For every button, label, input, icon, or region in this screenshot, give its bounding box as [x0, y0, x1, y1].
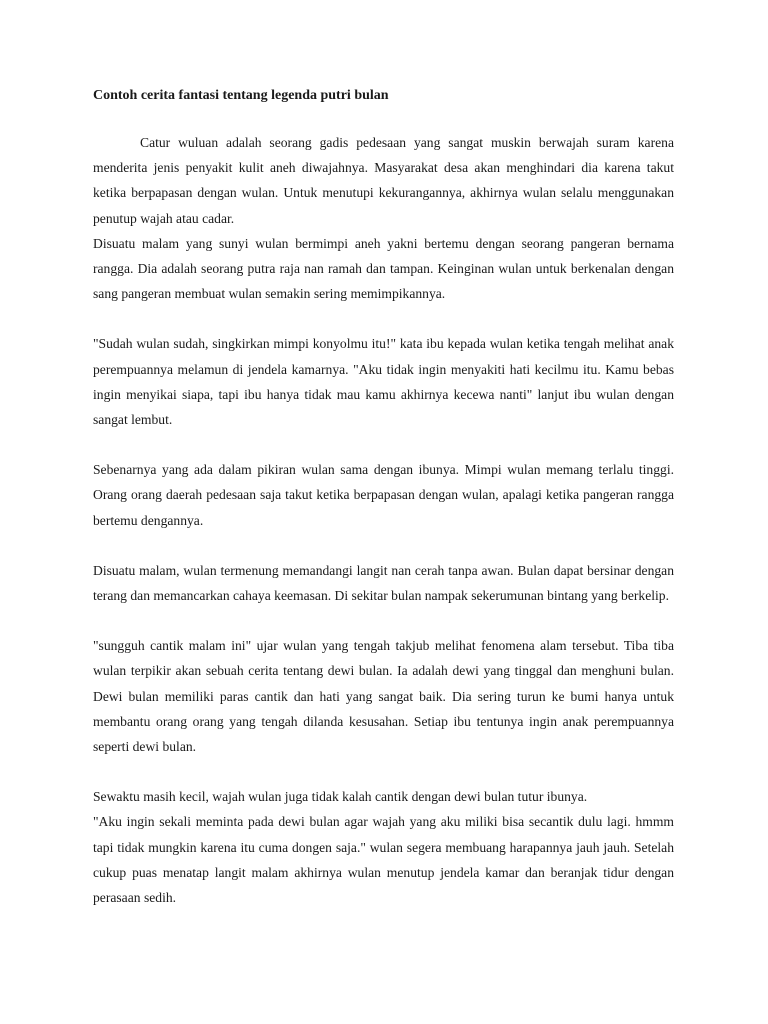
paragraph-3: "Sudah wulan sudah, singkirkan mimpi konyolmu itu!" kata ibu kepada wulan ketika tengah melihat anak perempuannya melamun di jendela kamarnya. "Aku tidak ingin menyakiti hati kecilmu itu. Kamu bebas ingin menyikai siapa, tapi ibu hanya tidak mau kamu akhirnya kecewa nanti" lanjut ibu wulan dengan sangat lembut. [93, 336, 674, 428]
paragraph-2: Disuatu malam yang sunyi wulan bermimpi aneh yakni bertemu dengan seorang pangeran bernama rangga. Dia adalah seorang putra raja nan ramah dan tampan. Keinginan wulan untuk berkenalan dengan sang pangeran membuat wulan semakin sering memimpikannya. [93, 235, 674, 302]
paragraph-4: Sebenarnya yang ada dalam pikiran wulan sama dengan ibunya. Mimpi wulan memang terlalu tinggi. Orang orang daerah pedesaan saja takut ketika berpapasan dengan wulan, apalagi ketika pangeran rangga bertemu dengannya. [93, 462, 674, 528]
document-title: Contoh cerita fantasi tentang legenda putri bulan [93, 88, 389, 103]
paragraph-6: "sungguh cantik malam ini" ujar wulan yang tengah takjub melihat fenomena alam tersebut. Tiba tiba wulan terpikir akan sebuah cerita tentang dewi bulan. Ia adalah dewi yang tinggal dan menghuni bulan. Dewi bulan memiliki paras cantik dan hati yang sangat baik. Dia sering turun ke bumi hanya untuk membantu orang orang yang tengah dilanda kesusahan. Setiap ibu tentunya ingin anak perempuannya seperti dewi bulan. [93, 638, 674, 755]
document-page [93, 86, 674, 910]
paragraph-1: Catur wuluan adalah seorang gadis pedesaan yang sangat muskin berwajah suram karena menderita jenis penyakit kulit aneh diwajahnya. Masyarakat desa akan menghindari dia karena takut ketika berpapasan dengan wulan. Untuk menutupi kekurangannya, akhirnya wulan selalu menggunakan penutup wajah atau cadar. [93, 135, 674, 226]
paragraph-8: "Aku ingin sekali meminta pada dewi bulan agar wajah yang aku miliki bisa secantik dulu lagi. hmmm tapi tidak mungkin karena itu cuma dongen saja." wulan segera membuang harapannya jauh jauh. Setelah cukup puas menatap langit malam akhirnya wulan menutup jendela kamar dan beranjak tidur dengan perasaan sedih. [93, 814, 674, 906]
paragraph-5: Disuatu malam, wulan termenung memandangi langit nan cerah tanpa awan. Bulan dapat bersinar dengan terang dan memancarkan cahaya keemasan. Di sekitar bulan nampak sekerumunan bintang yang berkelip. [93, 562, 674, 604]
paragraph-7: Sewaktu masih kecil, wajah wulan juga tidak kalah cantik dengan dewi bulan tutur ibunya. [93, 789, 588, 805]
